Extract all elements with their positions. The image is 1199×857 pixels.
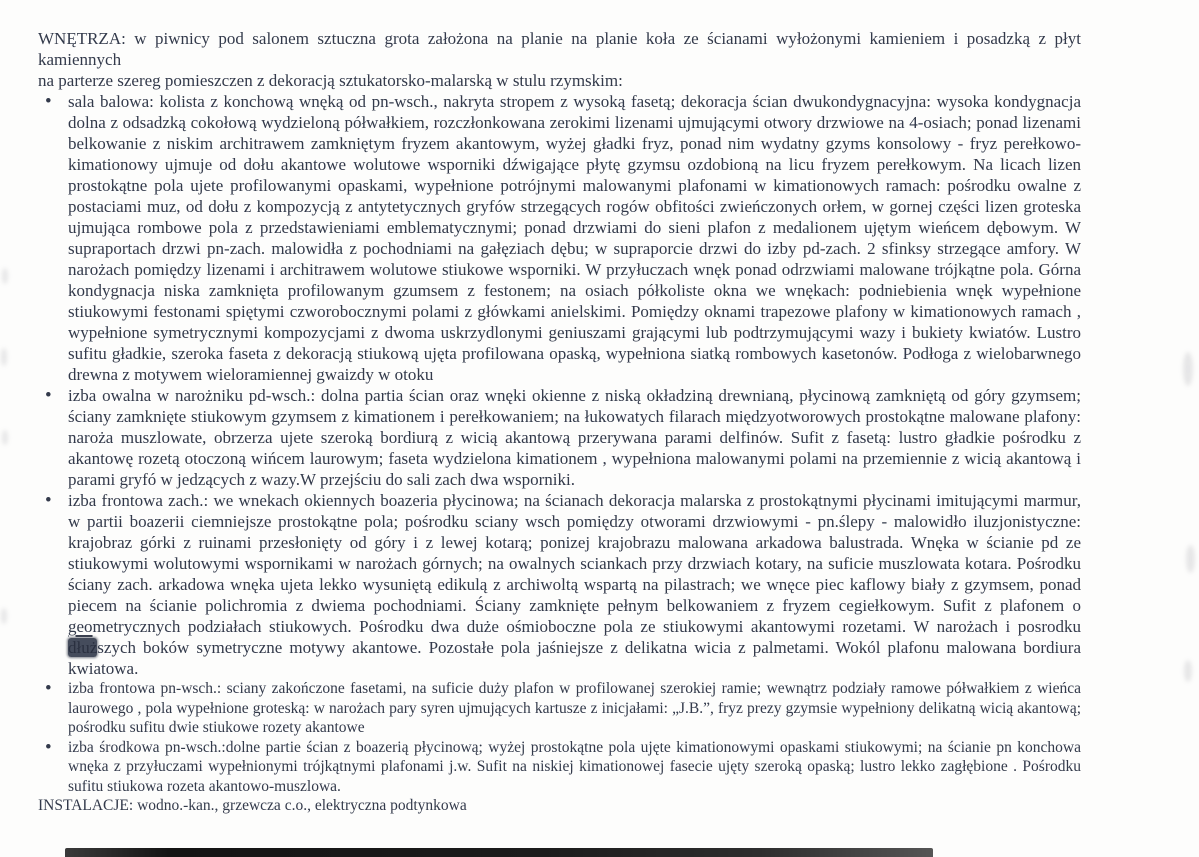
text-run: izba owalna w narożniku pd-wsch.: dolna partia ścian oraz wnęki okienne z niską okładziną drewnianą, płycinową zamkniętą od góry gzymsem; ściany zamknięte stiukowym gzymsem z kimationem i perełkowaniem; na łukowatych filarach międzyotworowych prostokątne malowane plafony: naroża muszlowate, obrzerza ujete szeroką bordiurą z wicią akantową przerywana parami delfinów. Sufit z fasetą: lustro gładkie pośrodku z akantowę rozetą otoczoną wińcem laurowym; faseta wydzielona kimationem , wypełniona malowanymi polami na przemiennie z wicią akantową i parami gryfó w jedzących z wazy.W przejściu do sali zach dwa wsporniki. — [68, 386, 1081, 489]
scan-artifact — [1, 608, 7, 624]
text-run: izba środkowa pn-wsch.:dolne partie ścian z boazerią płycinową; wyżej prostokątne pola ujęte kimationowymi opaskami stiukowymi; na ścianie pn konchowa wnęka z przyłuczami wypełnionymi trójkątnymi plafonami j.w. Sufit na niskiej kimationowej fasecie ujęty szeroką opaską; lustro lekko zagłębione . Pośrodku sufitu stiukowa rozeta akantowo-muszlowa. — [68, 738, 1081, 795]
text-run-scribble: dłuż — [68, 638, 98, 657]
document-text-block — [38, 28, 1081, 816]
text-run: szych boków symetryczne motywy akantowe. Pozostałe pola jaśniejsze z delikatna wicia z palmetami. Wokól plafonu malowana bordiura kwiatowa. — [68, 638, 1081, 678]
text-run: sala balowa: kolista z konchową wnęką od pn-wsch., nakryta stropem z wysoką fasetą; dekoracja ścian dwukondygnacyjna: wysoka kondygnacja dolna z odsadzką cokołową wydzieloną półwałkiem, rozczłonkowana zerokimi lizenami ujmującymi otwory drzwiowe na 4-osiach; ponad lizenami belkowanie z niskim architrawem zamkniętym fryzem akantowym, wyżej gładki fryz, ponad nim wydatny gzyms konsolowy - fryz perełkowo-kimationowy ujmuje od dołu akantowe wolutowe wsporniki dźwigające płytę gzymsu ozdobioną na licu fryzem perełkowym. Na licach lizen prostokątne pola ujete profilowanymi opaskami, wypełnione potrójnymi malowanymi plafonami w kimationowych ramach: pośrodku owalne z postaciami muz, od dołu z kompozycją z antytetycznych gryfów strzegących rogów obfitości zwieńczonych orłem, w gornej części lizen groteska ujmująca rombowe pola z przedstawieniami emblematycznymi; ponad drzwiami do sieni plafon z medalionem ujętym wieńcem dębowym. W supraportach drzwi pn-zach. malowidła z pochodniami na gałęziach dębu; w supraporcie drzwi do izby pd-zach. 2 sfinksy strzegące amfory. W narożach pomiędzy lizenami i architrawem wolutowe stiukowe wsporniki. W przyłuczach wnęk ponad odrzwiami malowane trójkątne pola. Górna kondygnacja niska zamknięta profilowanym gzumsem z festonem; na osiach półkoliste okna we wnękach: podniebienia wnęk wypełnione stiukowymi festonami spiętymi czworobocznymi polami z główkami anielskimi. Pomiędzy oknami trapezowe plafony w kimationowych ramach , wypełnione symetrycznymi kompozycjami z dwoma uskrzydlonymi geniuszami grającymi lub podtrzymującymi wazy i bukiety kwiatów. Lustro sufitu gładkie, szeroka faseta z dekoracją stiukową ujęta profilowana opaską, wypełniona siatką rombowych kasetonów. Podłoga z wielobarwnego drewna z motywem wieloramiennej gwaizdy w otoku — [68, 92, 1081, 384]
intro-paragraph-ground-floor: na parterze szereg pomieszczen z dekoracją sztukatorsko-malarską w stulu rzymskim: — [38, 71, 623, 90]
list-item — [38, 91, 1081, 385]
list-item — [38, 490, 1081, 679]
installations-line: INSTALACJE: wodno.-kan., grzewcza c.o., elektryczna podtynkowa — [38, 797, 467, 814]
scan-edge-artifact — [65, 848, 933, 857]
list-item — [38, 679, 1081, 738]
scan-artifact — [2, 268, 8, 284]
text-run-underline: geo — [68, 617, 93, 636]
scan-artifact — [1183, 352, 1193, 386]
scan-artifact — [2, 430, 8, 445]
list-item — [38, 385, 1081, 490]
scan-artifact — [1186, 545, 1195, 573]
list-item — [38, 738, 1081, 797]
text-run: izba frontowa zach.: we wnekach okiennych boazeria płycinowa; na ścianach dekoracja malarska z prostokątnymi płycinami imitującymi marmur, w partii boazerii ciemniejsze prostokątne pola; pośrodku sciany wsch pomiędzy otworami drzwiowymi - pn.ślepy - malowidło iluzjonistyczne: krajobraz górki z ruinami przesłonięty od góry i z lewej kotarą; ponizej krajobrazu malowana arkadowa balustrada. Wnęka w ścianie pd ze stiukowymi wolutowymi wspornikami w narożach górnych; na owalnych sciankach przy drzwiach kotary, na suficie muszlowata kotara. Pośrodku ściany zach. arkadowa wnęka ujeta lekko wysuniętą edikulą z archiwoltą wspartą na pilastrach; we wnęce piec kaflowy biały z gzymsem, ponad piecem na ścianie polichromia z dwiema pochodniami. Ściany zamknięte pełnym belkowaniem z fryzem cegiełkowym. Sufit z plafonem o — [68, 491, 1081, 615]
text-run: izba frontowa pn-wsch.: sciany zakończone fasetami, na suficie duży plafon w profilowanej szerokiej ramie; wewnątrz podziały ramowe półwałkiem z wieńca laurowego , pola wypełnione groteską: w narożach pary syren ujmujących kartusze z inicjałami: „J.B.”, fryz prezy gzymsie wypełniony delikatną wicią akantową; pośrodku sufitu dwie stiukowe rozety akantowe — [68, 680, 1081, 736]
scan-artifact — [1184, 660, 1192, 682]
text-run: metrycznych podziałach stiukowych. Pośrodku dwa duże ośmioboczne pola ze stiukowymi akantowymi rozetami. W narożach i posrodku — [92, 617, 1081, 636]
room-description-list — [38, 91, 1081, 796]
intro-paragraph-basement: WNĘTRZA: w piwnicy pod salonem sztuczna grota założona na planie na planie koła ze ścianami wyłożonymi kamieniem i posadzką z płyt kamiennych — [38, 29, 1081, 69]
scan-artifact — [1, 348, 7, 366]
